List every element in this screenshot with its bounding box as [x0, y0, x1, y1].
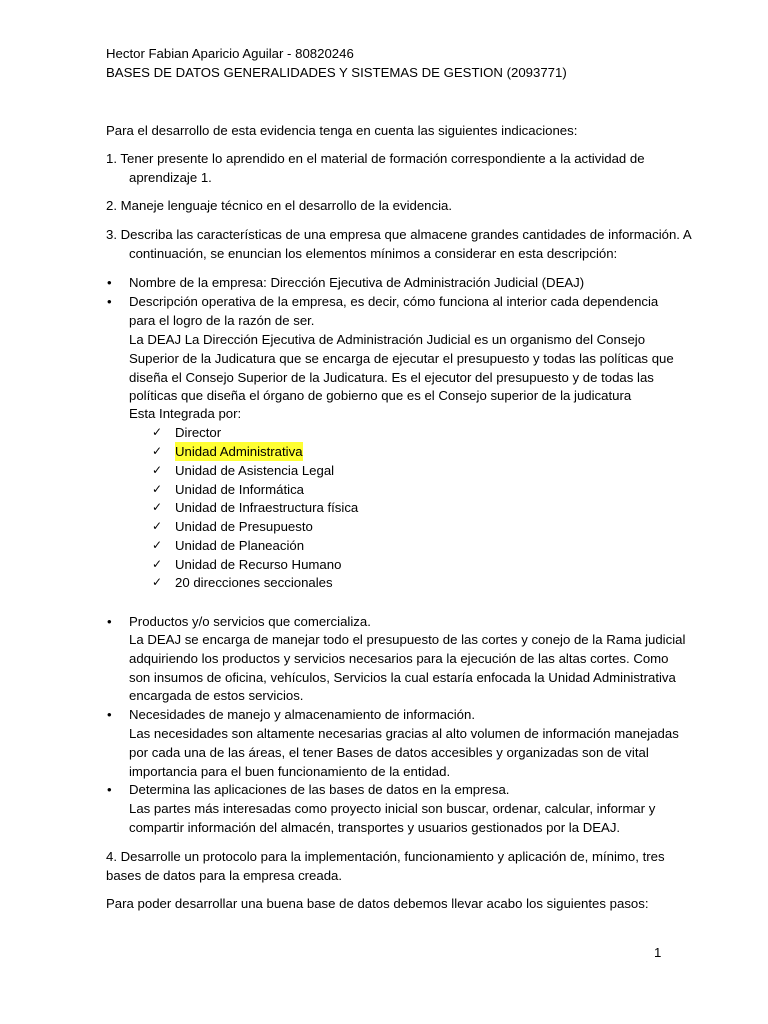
check-icon: ✓: [152, 575, 163, 589]
unit-item: Unidad de Planeación: [175, 538, 305, 553]
closing-paragraph: Para poder desarrollar una buena base de datos debemos llevar acabo los siguientes pasos:: [106, 896, 649, 911]
unit-item: Unidad de Presupuesto: [175, 519, 313, 534]
check-icon: ✓: [152, 463, 163, 477]
unit-item: Unidad de Recurso Humano: [175, 557, 342, 572]
bullet-products-line-2: La DEAJ se encarga de manejar todo el presupuesto de las cortes y conejo de la Rama judicial: [129, 632, 686, 647]
author-line: Hector Fabian Aparicio Aguilar - 80820246: [106, 46, 354, 61]
check-icon: ✓: [152, 519, 163, 533]
bullet-description-line-2: para el logro de la razón de ser.: [129, 313, 315, 328]
unit-item: Unidad de Asistencia Legal: [175, 463, 335, 478]
item-4-line-1: 4. Desarrolle un protocolo para la implementación, funcionamiento y aplicación de, mínimo, tres: [106, 849, 665, 864]
bullet-marker: •: [107, 294, 112, 309]
bullet-description-line-7: Esta Integrada por:: [129, 406, 242, 421]
item-4-line-2: bases de datos para la empresa creada.: [106, 868, 343, 883]
unit-item: Unidad de Infraestructura física: [175, 500, 359, 515]
check-icon: ✓: [152, 425, 163, 439]
bullet-needs-line-1: Necesidades de manejo y almacenamiento de información.: [129, 707, 475, 722]
check-icon: ✓: [152, 557, 163, 571]
bullet-description-line-4: Superior de la Judicatura que se encarga de ejecutar el presupuesto y todas las políticas que: [129, 351, 674, 366]
intro-paragraph: Para el desarrollo de esta evidencia tenga en cuenta las siguientes indicaciones:: [106, 123, 578, 138]
bullet-company-name: Nombre de la empresa: Dirección Ejecutiva de Administración Judicial (DEAJ): [129, 275, 585, 290]
item-1-line-2: aprendizaje 1.: [129, 170, 212, 185]
item-3-line-1: 3. Describa las características de una empresa que almacene grandes cantidades de información. A: [106, 227, 692, 242]
bullet-products-line-4: son insumos de oficina, vehículos, Servicios la cual estaría enfocada la Unidad Administrativa: [129, 670, 676, 685]
bullet-description-line-6: políticas que diseña el órgano de gobierno que es el Consejo superior de la judicatura: [129, 388, 632, 403]
check-icon: ✓: [152, 500, 163, 514]
unit-item-highlighted: Unidad Administrativa: [175, 444, 303, 459]
bullet-applications-line-3: compartir información del almacén, transportes y usuarios gestionados por la DEAJ.: [129, 820, 621, 835]
check-icon: ✓: [152, 482, 163, 496]
item-1-line-1: 1. Tener presente lo aprendido en el material de formación correspondiente a la actividad de: [106, 151, 645, 166]
course-line: BASES DE DATOS GENERALIDADES Y SISTEMAS DE GESTION (2093771): [106, 65, 567, 80]
bullet-needs-line-3: por cada una de las áreas, el tener Bases de datos accesibles y organizadas son de vital: [129, 745, 649, 760]
bullet-description-line-5: diseña el Consejo Superior de la Judicatura. Es el ejecutor del presupuesto y de todas las: [129, 370, 654, 385]
bullet-description-line-3: La DEAJ La Dirección Ejecutiva de Administración Judicial es un organismo del Consejo: [129, 332, 646, 347]
bullet-products-line-3: adquiriendo los productos y servicios necesarios para la ejecución de las altas cortes. Como: [129, 651, 669, 666]
bullet-marker: •: [107, 707, 112, 722]
unit-item: Director: [175, 425, 222, 440]
bullet-applications-line-2: Las partes más interesadas como proyecto inicial son buscar, ordenar, calcular, informar y: [129, 801, 656, 816]
bullet-marker: •: [107, 275, 112, 290]
unit-item: 20 direcciones seccionales: [175, 575, 333, 590]
check-icon: ✓: [152, 444, 163, 458]
bullet-products-line-1: Productos y/o servicios que comercializa.: [129, 614, 371, 629]
bullet-marker: •: [107, 782, 112, 797]
bullet-products-line-5: encargada de estos servicios.: [129, 688, 304, 703]
page-number: 1: [654, 945, 662, 960]
bullet-marker: •: [107, 614, 112, 629]
bullet-applications-line-1: Determina las aplicaciones de las bases de datos en la empresa.: [129, 782, 510, 797]
bullet-needs-line-4: importancia para el buen funcionamiento de la entidad.: [129, 764, 451, 779]
unit-item: Unidad de Informática: [175, 482, 305, 497]
item-3-line-2: continuación, se enuncian los elementos mínimos a considerar en esta descripción:: [129, 246, 618, 261]
item-2: 2. Maneje lenguaje técnico en el desarrollo de la evidencia.: [106, 198, 453, 213]
bullet-description-line-1: Descripción operativa de la empresa, es decir, cómo funciona al interior cada dependencia: [129, 294, 659, 309]
bullet-needs-line-2: Las necesidades son altamente necesarias gracias al alto volumen de información manejadas: [129, 726, 679, 741]
check-icon: ✓: [152, 538, 163, 552]
